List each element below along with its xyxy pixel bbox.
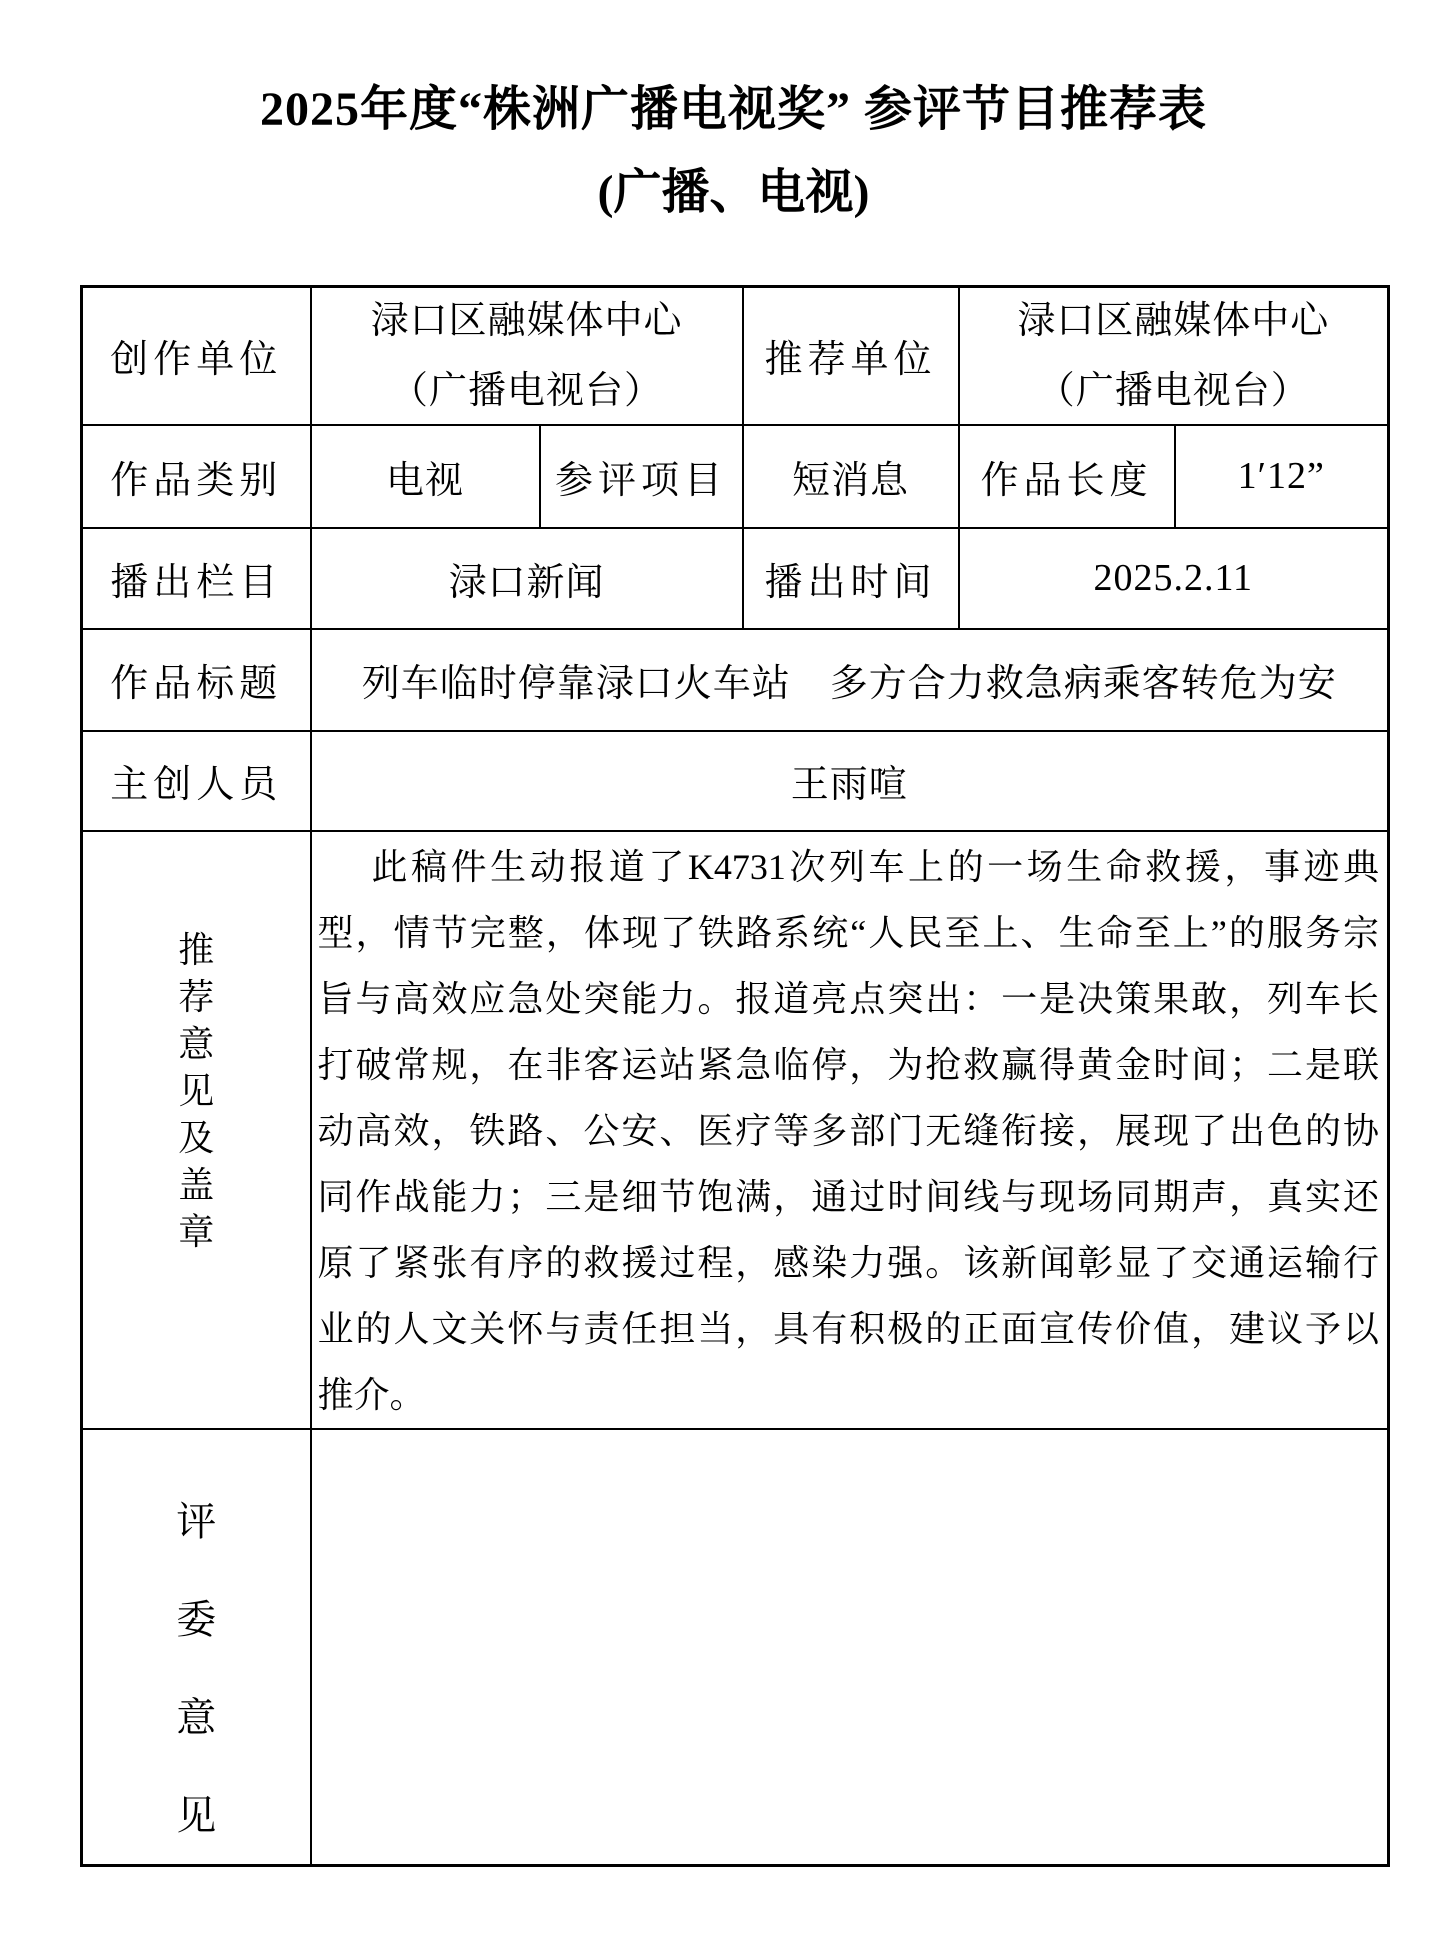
work-category-label: 作品类别 (110, 459, 283, 502)
recommendation-line: 此稿件生动报道了K4731次列车上的一场生命救援，事迹典 (371, 846, 1380, 887)
recommend-unit-suffix: （广播电视台） (1036, 369, 1310, 412)
recommend-unit-label: 推荐单位 (764, 339, 937, 382)
creation-unit-label: 创作单位 (110, 339, 283, 382)
recommendation-line: 动高效，铁路、公安、医疗等多部门无缝衔接，展现了出色的协 (317, 1110, 1380, 1151)
page-title: 2025年度“株洲广播电视奖” 参评节目推荐表 (259, 83, 1207, 136)
recommendation-label-cell (82, 831, 311, 1429)
jury-label-cell (82, 1429, 311, 1866)
recommend-unit-name: 渌口区融媒体中心 (1017, 299, 1330, 342)
creation-unit-suffix: （广播电视台） (390, 369, 664, 412)
jury-label: 评 委 意 见 (176, 1498, 217, 1838)
creation-unit-label-cell (82, 287, 311, 425)
entry-item-value-cell (743, 425, 959, 528)
row-jury (82, 1429, 1389, 1866)
work-length-label-cell (959, 425, 1175, 528)
page-subtitle: (广播、电视) (597, 166, 870, 219)
recommendation-label: 推 荐 意 见 及 盖 章 (178, 930, 215, 1252)
broadcast-time-label-cell (743, 528, 959, 629)
work-length-value-cell (1175, 425, 1389, 528)
entry-item-label-cell (540, 425, 743, 528)
recommendation-line: 同作战能力；三是细节饱满，通过时间线与现场同期声，真实还 (317, 1176, 1380, 1217)
row-creators (82, 731, 1389, 831)
recommendation-line: 旨与高效应急处突能力。报道亮点突出：一是决策果敢，列车长 (317, 978, 1380, 1019)
creators-value-cell (311, 731, 1389, 831)
creators-label-cell (82, 731, 311, 831)
row-category (82, 425, 1389, 528)
broadcast-column-label-cell (82, 528, 311, 629)
row-units (82, 287, 1389, 425)
creation-unit-value-cell (311, 287, 743, 425)
broadcast-time-label: 播出时间 (764, 561, 937, 604)
creators-value: 王雨喧 (790, 764, 908, 806)
recommend-unit-label-cell (743, 287, 959, 425)
row-work-title (82, 629, 1389, 731)
broadcast-time-value-cell (959, 528, 1389, 629)
creation-unit-name: 渌口区融媒体中心 (370, 299, 683, 342)
broadcast-column-label: 播出栏目 (110, 561, 283, 604)
row-broadcast (82, 528, 1389, 629)
work-length-value: 1′12” (1237, 455, 1325, 497)
work-title-value-cell (311, 629, 1389, 731)
jury-text-cell (311, 1429, 1389, 1866)
work-category-value-cell (311, 425, 540, 528)
recommendation-line: 原了紧张有序的救援过程，感染力强。该新闻彰显了交通运输行 (317, 1242, 1380, 1283)
broadcast-column-value-cell (311, 528, 743, 629)
recommendation-text-cell (311, 831, 1389, 1429)
creators-label: 主创人员 (110, 764, 283, 806)
recommendation-line: 型，情节完整，体现了铁路系统“人民至上、生命至上”的服务宗 (317, 912, 1380, 953)
recommendation-line: 业的人文关怀与责任担当，具有积极的正面宣传价值，建议予以 (317, 1308, 1380, 1349)
recommendation-form-table (80, 285, 1390, 1867)
broadcast-column-value: 渌口新闻 (448, 561, 605, 604)
entry-item-label: 参评项目 (555, 459, 728, 502)
work-title-label-cell (82, 629, 311, 731)
work-title-label: 作品标题 (110, 663, 283, 705)
work-category-value: 电视 (385, 459, 464, 502)
recommendation-line: 推介。 (317, 1374, 426, 1415)
row-recommendation (82, 831, 1389, 1429)
entry-item-value: 短消息 (792, 459, 910, 502)
work-length-label: 作品长度 (980, 459, 1153, 502)
work-category-label-cell (82, 425, 311, 528)
broadcast-time-value: 2025.2.11 (1093, 557, 1254, 599)
recommend-unit-value-cell (959, 287, 1389, 425)
recommendation-line: 打破常规，在非客运站紧急临停，为抢救赢得黄金时间；二是联 (317, 1044, 1380, 1085)
work-title-value: 列车临时停靠渌口火车站 多方合力救急病乘客转危为安 (361, 663, 1337, 705)
